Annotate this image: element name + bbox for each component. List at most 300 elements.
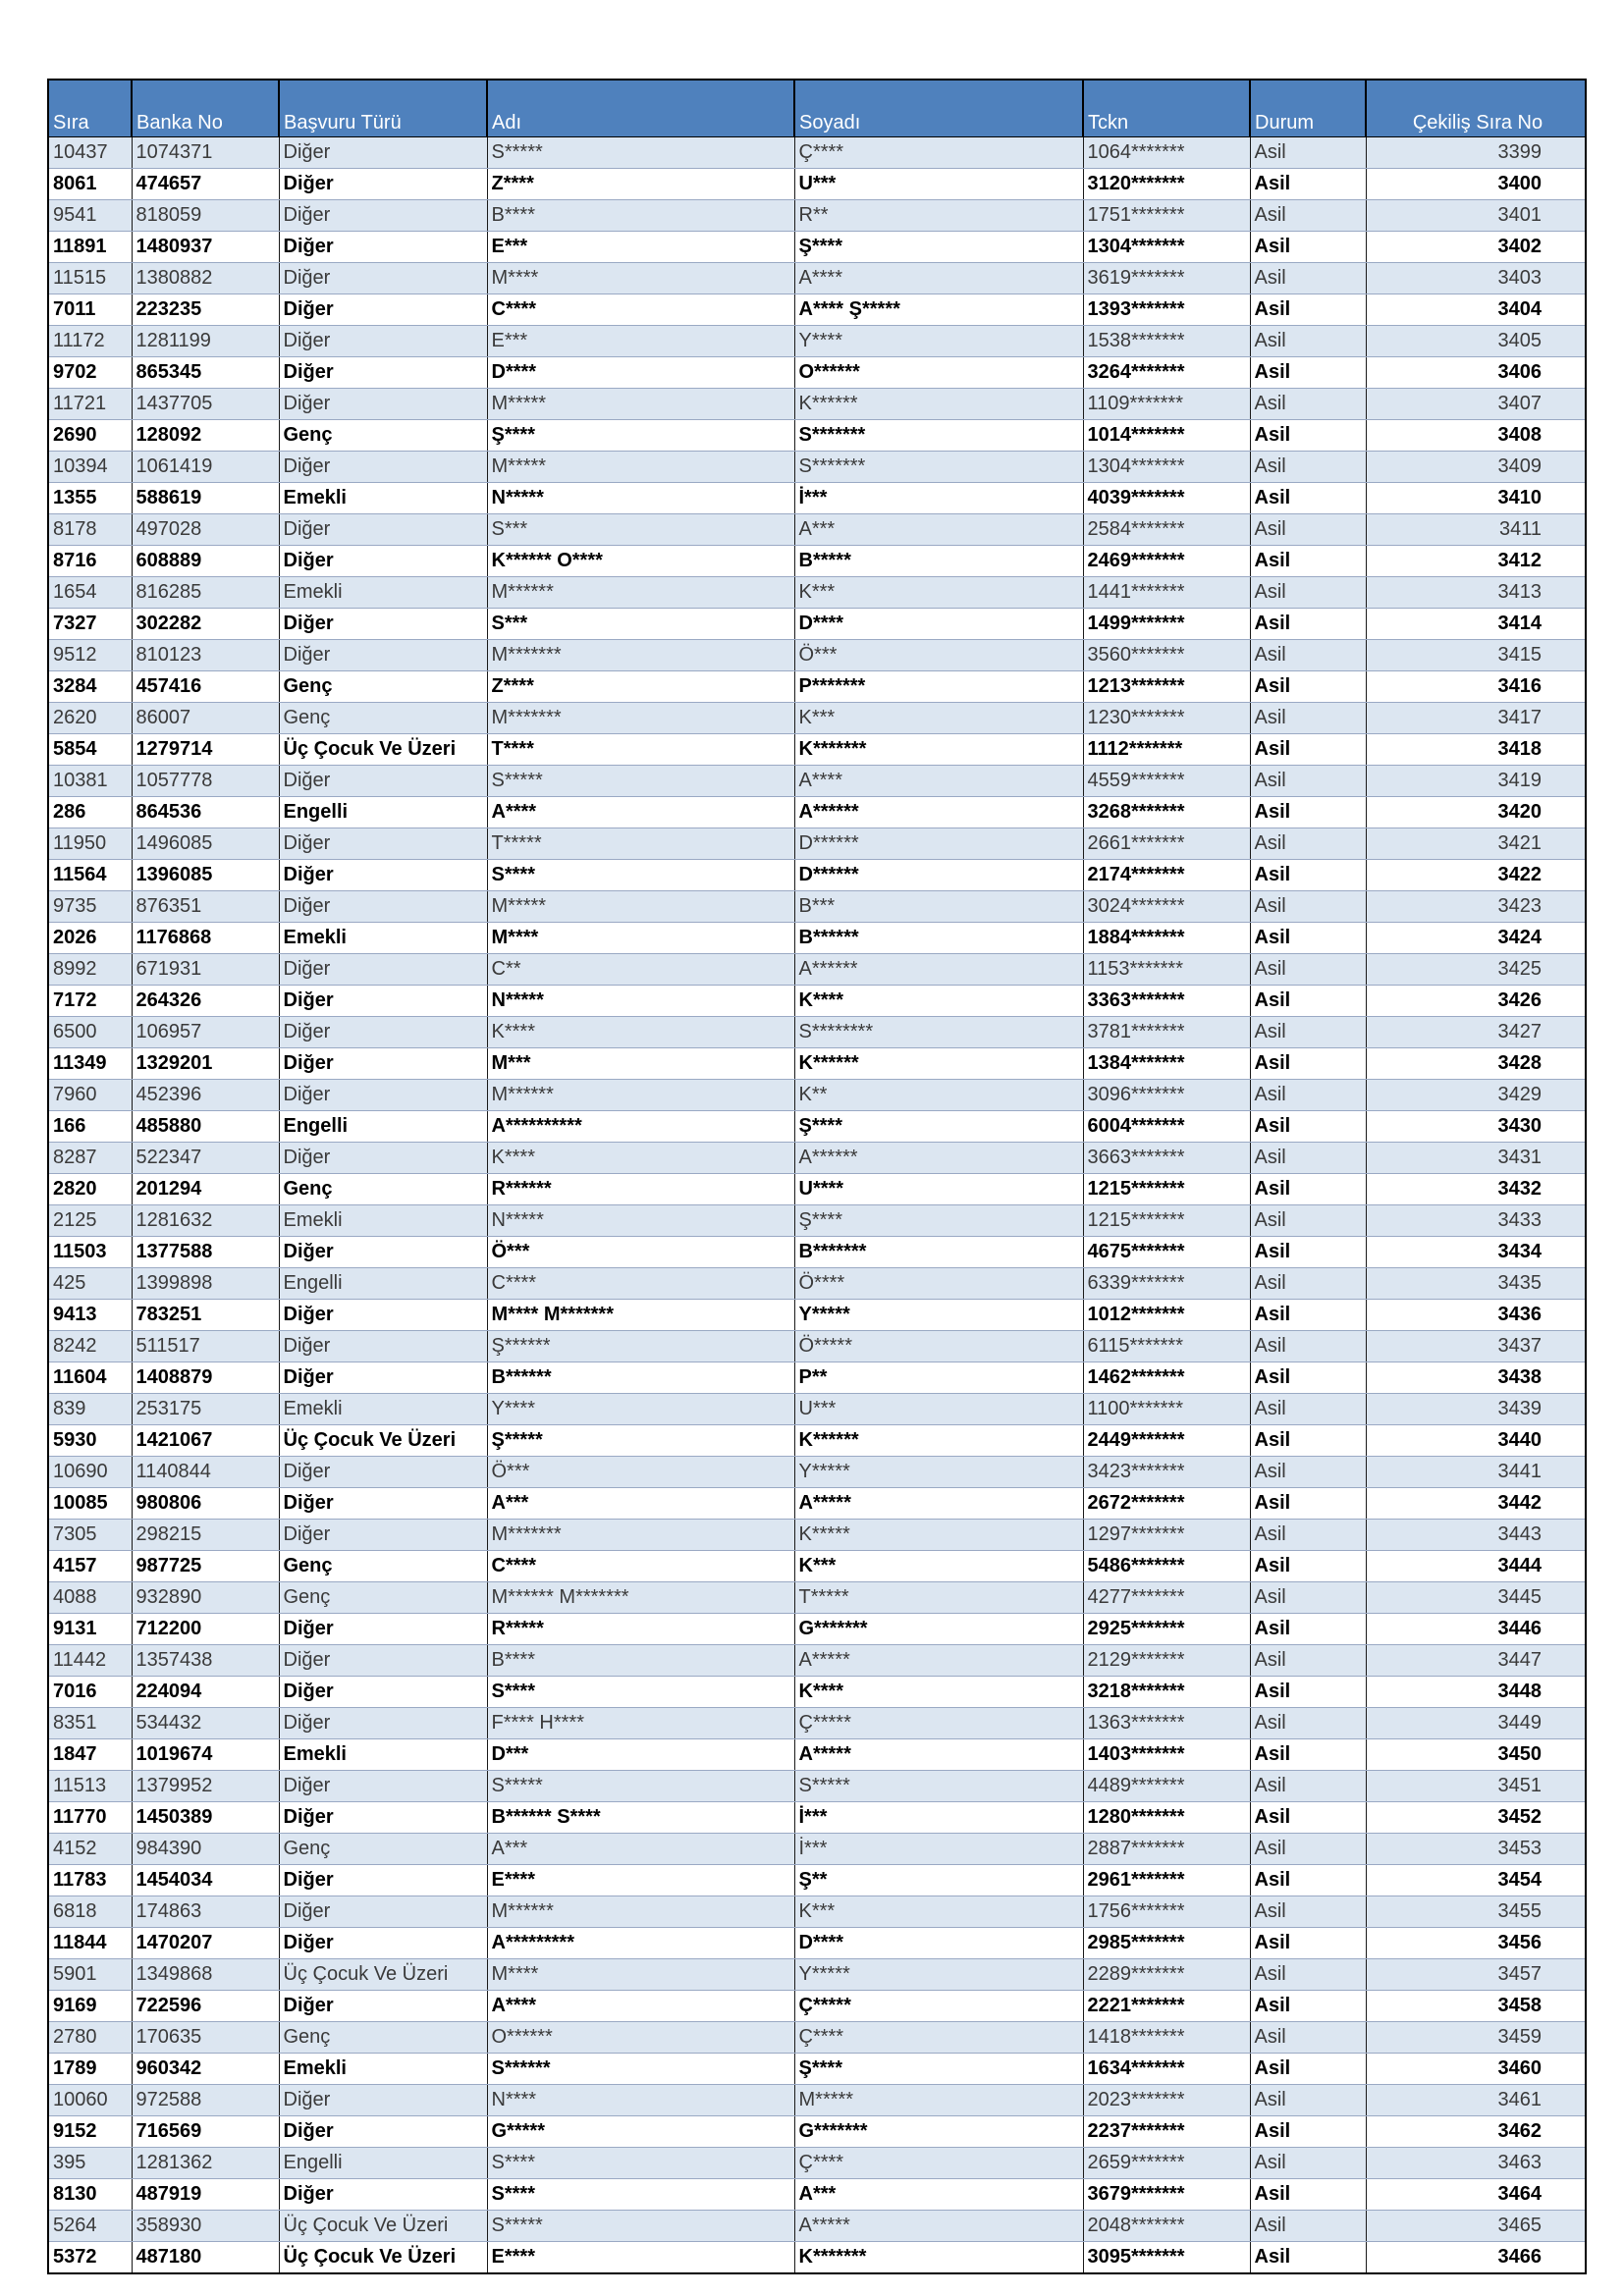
- cell-tckn: 1109*******: [1083, 388, 1250, 419]
- cell-banka-no: 1281199: [132, 325, 279, 356]
- cell-adi: B****: [487, 199, 794, 231]
- cell-adi: N****: [487, 2084, 794, 2115]
- cell-adi: M*******: [487, 1519, 794, 1550]
- cell-adi: A*********: [487, 1927, 794, 1958]
- cell-banka-no: 810123: [132, 639, 279, 670]
- cell-soyadi: B******: [794, 922, 1083, 953]
- cell-tckn: 1884*******: [1083, 922, 1250, 953]
- cell-soyadi: A***: [794, 2178, 1083, 2210]
- cell-cekilis-sira-no: 3444: [1366, 1550, 1586, 1581]
- cell-basvuru-turu: Diğer: [279, 1896, 487, 1927]
- cell-basvuru-turu: Engelli: [279, 796, 487, 828]
- cell-basvuru-turu: Diğer: [279, 1864, 487, 1896]
- cell-durum: Asil: [1250, 1173, 1366, 1204]
- cell-banka-no: 1279714: [132, 733, 279, 765]
- cell-adi: M***: [487, 1047, 794, 1079]
- cell-adi: C****: [487, 1267, 794, 1299]
- cell-soyadi: Ş**: [794, 1864, 1083, 1896]
- table-row: [48, 545, 1586, 576]
- cell-banka-no: 1437705: [132, 388, 279, 419]
- col-header-cekilis-sira-no: Çekiliş Sıra No: [1366, 80, 1586, 136]
- cell-tckn: 2048*******: [1083, 2210, 1250, 2241]
- cell-soyadi: Ş****: [794, 1204, 1083, 1236]
- cell-durum: Asil: [1250, 388, 1366, 419]
- cell-adi: S*****: [487, 765, 794, 796]
- cell-cekilis-sira-no: 3438: [1366, 1362, 1586, 1393]
- table-row: [48, 1581, 1586, 1613]
- cell-banka-no: 1329201: [132, 1047, 279, 1079]
- cell-soyadi: İ***: [794, 1801, 1083, 1833]
- table-row: [48, 1927, 1586, 1958]
- cell-tckn: 4675*******: [1083, 1236, 1250, 1267]
- cell-adi: S******: [487, 2053, 794, 2084]
- cell-durum: Asil: [1250, 1362, 1366, 1393]
- cell-durum: Asil: [1250, 2147, 1366, 2178]
- table-row: [48, 356, 1586, 388]
- cell-basvuru-turu: Genç: [279, 1173, 487, 1204]
- cell-basvuru-turu: Diğer: [279, 325, 487, 356]
- cell-adi: M******: [487, 1896, 794, 1927]
- cell-basvuru-turu: Diğer: [279, 1299, 487, 1330]
- cell-cekilis-sira-no: 3412: [1366, 545, 1586, 576]
- table-row: [48, 1958, 1586, 1990]
- cell-sira: 11891: [48, 231, 132, 262]
- cell-tckn: 1230*******: [1083, 702, 1250, 733]
- cell-tckn: 3268*******: [1083, 796, 1250, 828]
- cell-tckn: 3096*******: [1083, 1079, 1250, 1110]
- cell-sira: 6500: [48, 1016, 132, 1047]
- table-row: [48, 828, 1586, 859]
- cell-basvuru-turu: Emekli: [279, 482, 487, 513]
- cell-cekilis-sira-no: 3408: [1366, 419, 1586, 451]
- table-row: [48, 765, 1586, 796]
- cell-soyadi: D******: [794, 859, 1083, 890]
- cell-sira: 7172: [48, 985, 132, 1016]
- cell-banka-no: 960342: [132, 2053, 279, 2084]
- col-header-tckn: Tckn: [1083, 80, 1250, 136]
- cell-basvuru-turu: Diğer: [279, 1801, 487, 1833]
- cell-durum: Asil: [1250, 1424, 1366, 1456]
- table-row: [48, 388, 1586, 419]
- cell-sira: 2026: [48, 922, 132, 953]
- cell-banka-no: 1061419: [132, 451, 279, 482]
- cell-basvuru-turu: Emekli: [279, 1738, 487, 1770]
- cell-tckn: 5486*******: [1083, 1550, 1250, 1581]
- cell-banka-no: 1281362: [132, 2147, 279, 2178]
- cell-adi: B******: [487, 1362, 794, 1393]
- cell-banka-no: 298215: [132, 1519, 279, 1550]
- table-row: [48, 922, 1586, 953]
- cell-adi: N*****: [487, 985, 794, 1016]
- cell-durum: Asil: [1250, 231, 1366, 262]
- table-row: [48, 1330, 1586, 1362]
- cell-adi: S*****: [487, 1770, 794, 1801]
- cell-sira: 10690: [48, 1456, 132, 1487]
- cell-durum: Asil: [1250, 294, 1366, 325]
- cell-tckn: 1064*******: [1083, 136, 1250, 168]
- cell-sira: 8716: [48, 545, 132, 576]
- cell-banka-no: 818059: [132, 199, 279, 231]
- col-header-adi: Adı: [487, 80, 794, 136]
- cell-soyadi: D****: [794, 1927, 1083, 1958]
- cell-durum: Asil: [1250, 1456, 1366, 1487]
- cell-soyadi: Ö***: [794, 639, 1083, 670]
- cell-basvuru-turu: Diğer: [279, 828, 487, 859]
- table-row: [48, 1047, 1586, 1079]
- cell-tckn: 3095*******: [1083, 2241, 1250, 2273]
- cell-soyadi: K*****: [794, 1519, 1083, 1550]
- cell-soyadi: K*******: [794, 2241, 1083, 2273]
- cell-basvuru-turu: Emekli: [279, 922, 487, 953]
- cell-sira: 11513: [48, 1770, 132, 1801]
- cell-banka-no: 716569: [132, 2115, 279, 2147]
- cell-soyadi: S*****: [794, 1770, 1083, 1801]
- cell-tckn: 2985*******: [1083, 1927, 1250, 1958]
- cell-cekilis-sira-no: 3464: [1366, 2178, 1586, 2210]
- cell-soyadi: A*****: [794, 1738, 1083, 1770]
- table-row: [48, 1236, 1586, 1267]
- table-row: [48, 1896, 1586, 1927]
- cell-basvuru-turu: Diğer: [279, 294, 487, 325]
- cell-durum: Asil: [1250, 2021, 1366, 2053]
- cell-sira: 4088: [48, 1581, 132, 1613]
- cell-soyadi: M*****: [794, 2084, 1083, 2115]
- cell-tckn: 3560*******: [1083, 639, 1250, 670]
- cell-cekilis-sira-no: 3462: [1366, 2115, 1586, 2147]
- table-row: [48, 168, 1586, 199]
- cell-cekilis-sira-no: 3453: [1366, 1833, 1586, 1864]
- cell-durum: Asil: [1250, 1864, 1366, 1896]
- cell-cekilis-sira-no: 3410: [1366, 482, 1586, 513]
- table-row: [48, 953, 1586, 985]
- cell-tckn: 1418*******: [1083, 2021, 1250, 2053]
- cell-adi: M**** M*******: [487, 1299, 794, 1330]
- cell-basvuru-turu: Diğer: [279, 1927, 487, 1958]
- cell-soyadi: D****: [794, 608, 1083, 639]
- cell-sira: 11604: [48, 1362, 132, 1393]
- cell-adi: S****: [487, 859, 794, 890]
- cell-adi: Z****: [487, 168, 794, 199]
- cell-sira: 10085: [48, 1487, 132, 1519]
- cell-durum: Asil: [1250, 2115, 1366, 2147]
- cell-durum: Asil: [1250, 1581, 1366, 1613]
- cell-sira: 7305: [48, 1519, 132, 1550]
- cell-durum: Asil: [1250, 985, 1366, 1016]
- cell-sira: 1847: [48, 1738, 132, 1770]
- cell-cekilis-sira-no: 3403: [1366, 262, 1586, 294]
- cell-adi: C****: [487, 1550, 794, 1581]
- cell-tckn: 3423*******: [1083, 1456, 1250, 1487]
- cell-durum: Asil: [1250, 1613, 1366, 1644]
- cell-tckn: 2925*******: [1083, 1613, 1250, 1644]
- cell-tckn: 1014*******: [1083, 419, 1250, 451]
- cell-tckn: 4277*******: [1083, 1581, 1250, 1613]
- cell-sira: 1355: [48, 482, 132, 513]
- table-row: [48, 231, 1586, 262]
- cell-tckn: 2887*******: [1083, 1833, 1250, 1864]
- cell-sira: 2780: [48, 2021, 132, 2053]
- cell-cekilis-sira-no: 3423: [1366, 890, 1586, 922]
- cell-basvuru-turu: Diğer: [279, 2178, 487, 2210]
- cell-banka-no: 865345: [132, 356, 279, 388]
- cell-soyadi: Ö****: [794, 1267, 1083, 1299]
- table-row: [48, 1204, 1586, 1236]
- cell-durum: Asil: [1250, 608, 1366, 639]
- cell-cekilis-sira-no: 3424: [1366, 922, 1586, 953]
- cell-cekilis-sira-no: 3413: [1366, 576, 1586, 608]
- table-row: [48, 482, 1586, 513]
- cell-banka-no: 1496085: [132, 828, 279, 859]
- cell-durum: Asil: [1250, 733, 1366, 765]
- cell-cekilis-sira-no: 3401: [1366, 199, 1586, 231]
- cell-soyadi: Ş****: [794, 2053, 1083, 2084]
- cell-adi: M******: [487, 576, 794, 608]
- cell-tckn: 1213*******: [1083, 670, 1250, 702]
- table-row: [48, 2147, 1586, 2178]
- cell-soyadi: A****: [794, 262, 1083, 294]
- table-row: [48, 2115, 1586, 2147]
- cell-tckn: 2221*******: [1083, 1990, 1250, 2021]
- cell-durum: Asil: [1250, 2241, 1366, 2273]
- cell-soyadi: A******: [794, 796, 1083, 828]
- cell-banka-no: 452396: [132, 1079, 279, 1110]
- cell-sira: 10394: [48, 451, 132, 482]
- table-row: [48, 1173, 1586, 1204]
- cell-cekilis-sira-no: 3437: [1366, 1330, 1586, 1362]
- cell-basvuru-turu: Emekli: [279, 1204, 487, 1236]
- cell-tckn: 1499*******: [1083, 608, 1250, 639]
- cell-sira: 11564: [48, 859, 132, 890]
- cell-durum: Asil: [1250, 262, 1366, 294]
- cell-tckn: 2023*******: [1083, 2084, 1250, 2115]
- cell-soyadi: K****: [794, 1676, 1083, 1707]
- cell-durum: Asil: [1250, 1016, 1366, 1047]
- cell-soyadi: K*******: [794, 733, 1083, 765]
- cell-adi: R******: [487, 1173, 794, 1204]
- cell-tckn: 1012*******: [1083, 1299, 1250, 1330]
- cell-cekilis-sira-no: 3443: [1366, 1519, 1586, 1550]
- cell-banka-no: 485880: [132, 1110, 279, 1142]
- table-body: [48, 136, 1586, 2273]
- cell-soyadi: B*****: [794, 545, 1083, 576]
- cell-tckn: 1403*******: [1083, 1738, 1250, 1770]
- cell-sira: 5372: [48, 2241, 132, 2273]
- cell-adi: M****: [487, 262, 794, 294]
- cell-adi: G*****: [487, 2115, 794, 2147]
- cell-sira: 8992: [48, 953, 132, 985]
- cell-banka-no: 980806: [132, 1487, 279, 1519]
- cell-adi: M*******: [487, 702, 794, 733]
- cell-basvuru-turu: Diğer: [279, 356, 487, 388]
- cell-banka-no: 1450389: [132, 1801, 279, 1833]
- cell-durum: Asil: [1250, 922, 1366, 953]
- cell-sira: 425: [48, 1267, 132, 1299]
- cell-tckn: 2661*******: [1083, 828, 1250, 859]
- table-row: [48, 670, 1586, 702]
- cell-durum: Asil: [1250, 670, 1366, 702]
- cell-tckn: 3679*******: [1083, 2178, 1250, 2210]
- cell-tckn: 2289*******: [1083, 1958, 1250, 1990]
- cell-tckn: 4039*******: [1083, 482, 1250, 513]
- cell-basvuru-turu: Diğer: [279, 1613, 487, 1644]
- cell-tckn: 3619*******: [1083, 262, 1250, 294]
- cell-basvuru-turu: Diğer: [279, 231, 487, 262]
- cell-cekilis-sira-no: 3420: [1366, 796, 1586, 828]
- cell-sira: 4157: [48, 1550, 132, 1581]
- table-row: [48, 2021, 1586, 2053]
- cell-sira: 7327: [48, 608, 132, 639]
- cell-cekilis-sira-no: 3449: [1366, 1707, 1586, 1738]
- cell-banka-no: 722596: [132, 1990, 279, 2021]
- cell-banka-no: 783251: [132, 1299, 279, 1330]
- cell-durum: Asil: [1250, 1927, 1366, 1958]
- cell-basvuru-turu: Emekli: [279, 1393, 487, 1424]
- cell-sira: 8178: [48, 513, 132, 545]
- cell-sira: 5264: [48, 2210, 132, 2241]
- cell-basvuru-turu: Üç Çocuk Ve Üzeri: [279, 2210, 487, 2241]
- cell-basvuru-turu: Diğer: [279, 1236, 487, 1267]
- cell-sira: 8287: [48, 1142, 132, 1173]
- cell-soyadi: A*****: [794, 1487, 1083, 1519]
- cell-durum: Asil: [1250, 1236, 1366, 1267]
- cell-banka-no: 1057778: [132, 765, 279, 796]
- cell-cekilis-sira-no: 3421: [1366, 828, 1586, 859]
- cell-tckn: 1756*******: [1083, 1896, 1250, 1927]
- cell-basvuru-turu: Diğer: [279, 545, 487, 576]
- cell-soyadi: Ç****: [794, 2021, 1083, 2053]
- cell-basvuru-turu: Diğer: [279, 1519, 487, 1550]
- cell-basvuru-turu: Diğer: [279, 985, 487, 1016]
- cell-durum: Asil: [1250, 1079, 1366, 1110]
- cell-cekilis-sira-no: 3435: [1366, 1267, 1586, 1299]
- cell-durum: Asil: [1250, 2210, 1366, 2241]
- cell-sira: 9152: [48, 2115, 132, 2147]
- cell-basvuru-turu: Üç Çocuk Ve Üzeri: [279, 2241, 487, 2273]
- cell-adi: A****: [487, 1990, 794, 2021]
- cell-banka-no: 1396085: [132, 859, 279, 890]
- table-row: [48, 419, 1586, 451]
- cell-soyadi: Ş****: [794, 231, 1083, 262]
- cell-adi: E****: [487, 1864, 794, 1896]
- cell-adi: S*****: [487, 2210, 794, 2241]
- table-row: [48, 1550, 1586, 1581]
- cell-durum: Asil: [1250, 1707, 1366, 1738]
- table-row: [48, 136, 1586, 168]
- cell-cekilis-sira-no: 3450: [1366, 1738, 1586, 1770]
- cell-cekilis-sira-no: 3466: [1366, 2241, 1586, 2273]
- cell-basvuru-turu: Diğer: [279, 1990, 487, 2021]
- cell-sira: 2820: [48, 1173, 132, 1204]
- cell-sira: 11950: [48, 828, 132, 859]
- cell-soyadi: Y*****: [794, 1299, 1083, 1330]
- cell-cekilis-sira-no: 3439: [1366, 1393, 1586, 1424]
- cell-adi: S****: [487, 2147, 794, 2178]
- cell-sira: 11442: [48, 1644, 132, 1676]
- cell-durum: Asil: [1250, 1896, 1366, 1927]
- cell-cekilis-sira-no: 3400: [1366, 168, 1586, 199]
- cell-adi: B****** S****: [487, 1801, 794, 1833]
- cell-tckn: 2237*******: [1083, 2115, 1250, 2147]
- cell-cekilis-sira-no: 3463: [1366, 2147, 1586, 2178]
- cell-durum: Asil: [1250, 419, 1366, 451]
- cell-adi: Ş******: [487, 1330, 794, 1362]
- table-row: [48, 859, 1586, 890]
- cell-sira: 10060: [48, 2084, 132, 2115]
- cell-banka-no: 1399898: [132, 1267, 279, 1299]
- cell-basvuru-turu: Diğer: [279, 1770, 487, 1801]
- cell-tckn: 1280*******: [1083, 1801, 1250, 1833]
- cell-tckn: 3218*******: [1083, 1676, 1250, 1707]
- cell-banka-no: 1140844: [132, 1456, 279, 1487]
- cell-durum: Asil: [1250, 1267, 1366, 1299]
- cell-adi: A***: [487, 1833, 794, 1864]
- cell-banka-no: 932890: [132, 1581, 279, 1613]
- cell-basvuru-turu: Engelli: [279, 2147, 487, 2178]
- cell-soyadi: Y****: [794, 325, 1083, 356]
- cell-sira: 8061: [48, 168, 132, 199]
- cell-cekilis-sira-no: 3440: [1366, 1424, 1586, 1456]
- cell-adi: B****: [487, 1644, 794, 1676]
- cell-banka-no: 487919: [132, 2178, 279, 2210]
- cell-durum: Asil: [1250, 168, 1366, 199]
- cell-durum: Asil: [1250, 1110, 1366, 1142]
- cell-basvuru-turu: Diğer: [279, 1644, 487, 1676]
- cell-durum: Asil: [1250, 482, 1366, 513]
- cell-adi: M****** M*******: [487, 1581, 794, 1613]
- table-row: [48, 1864, 1586, 1896]
- cell-cekilis-sira-no: 3448: [1366, 1676, 1586, 1707]
- cell-adi: Ş*****: [487, 1424, 794, 1456]
- cell-cekilis-sira-no: 3399: [1366, 136, 1586, 168]
- cell-tckn: 2659*******: [1083, 2147, 1250, 2178]
- cell-banka-no: 1470207: [132, 1927, 279, 1958]
- table-row: [48, 1613, 1586, 1644]
- table-row: [48, 796, 1586, 828]
- cell-banka-no: 1074371: [132, 136, 279, 168]
- cell-tckn: 1441*******: [1083, 576, 1250, 608]
- cell-durum: Asil: [1250, 1676, 1366, 1707]
- cell-cekilis-sira-no: 3455: [1366, 1896, 1586, 1927]
- cell-soyadi: A*****: [794, 2210, 1083, 2241]
- cell-basvuru-turu: Diğer: [279, 1047, 487, 1079]
- cell-durum: Asil: [1250, 953, 1366, 985]
- cell-cekilis-sira-no: 3445: [1366, 1581, 1586, 1613]
- cell-sira: 11349: [48, 1047, 132, 1079]
- cell-banka-no: 223235: [132, 294, 279, 325]
- cell-soyadi: A**** Ş*****: [794, 294, 1083, 325]
- cell-sira: 11844: [48, 1927, 132, 1958]
- table-row: [48, 262, 1586, 294]
- table-row: [48, 985, 1586, 1016]
- table-row: [48, 1519, 1586, 1550]
- cell-soyadi: R**: [794, 199, 1083, 231]
- table-row: [48, 1644, 1586, 1676]
- cell-cekilis-sira-no: 3407: [1366, 388, 1586, 419]
- cell-adi: E***: [487, 231, 794, 262]
- cell-soyadi: K***: [794, 576, 1083, 608]
- cell-basvuru-turu: Diğer: [279, 890, 487, 922]
- cell-adi: M****: [487, 922, 794, 953]
- cell-banka-no: 253175: [132, 1393, 279, 1424]
- cell-durum: Asil: [1250, 136, 1366, 168]
- cell-soyadi: U****: [794, 1173, 1083, 1204]
- cell-basvuru-turu: Diğer: [279, 1676, 487, 1707]
- cell-adi: A**********: [487, 1110, 794, 1142]
- cell-soyadi: U***: [794, 168, 1083, 199]
- cell-banka-no: 511517: [132, 1330, 279, 1362]
- cell-durum: Asil: [1250, 1204, 1366, 1236]
- cell-tckn: 1634*******: [1083, 2053, 1250, 2084]
